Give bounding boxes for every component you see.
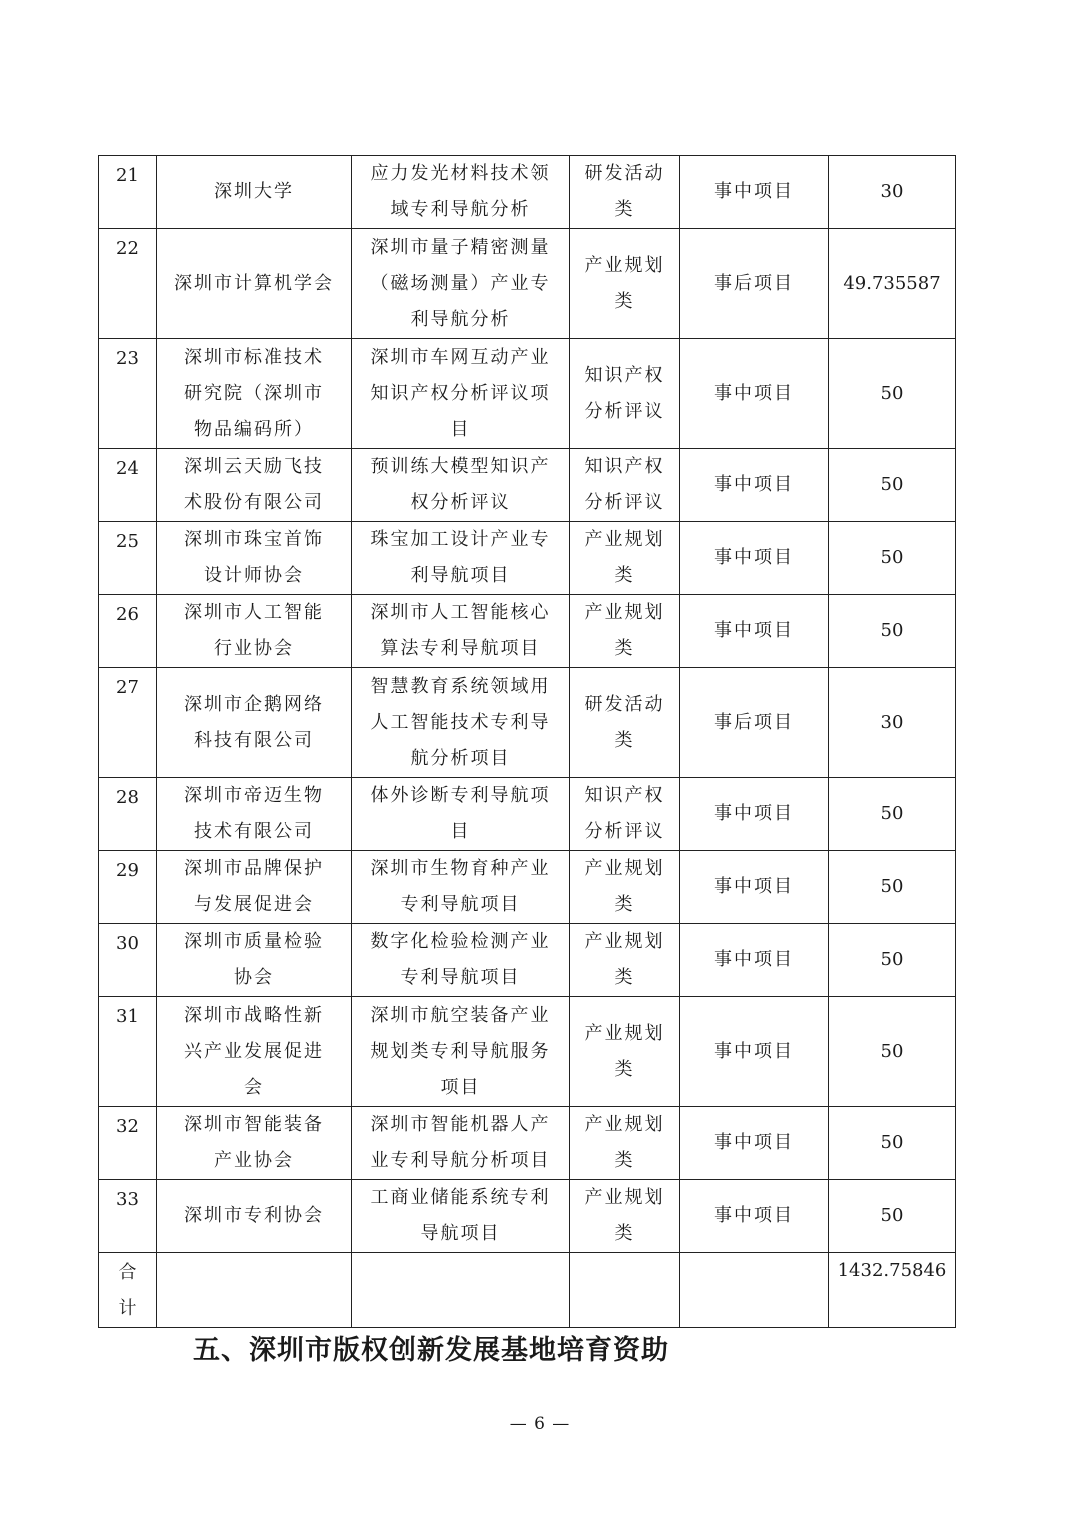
project-type-text: 事中项目 <box>714 949 794 970</box>
table-row <box>99 229 956 339</box>
row-number-text: 29 <box>116 860 139 881</box>
row-number <box>99 229 157 339</box>
applicant-unit-text: 深圳市智能装备产业协会 <box>184 1114 324 1171</box>
table-row <box>99 339 956 449</box>
project-category-text: 产业规划类 <box>584 858 665 915</box>
applicant-unit-text: 深圳市珠宝首饰设计师协会 <box>184 529 324 586</box>
project-type-text: 事中项目 <box>714 1040 794 1062</box>
project-type <box>680 339 829 449</box>
project-name <box>352 1107 570 1180</box>
project-name-text: 珠宝加工设计产业专利导航项目 <box>370 529 551 586</box>
project-category <box>570 924 680 997</box>
project-category-text: 知识产权分析评议 <box>584 785 665 842</box>
applicant-unit <box>157 1180 352 1253</box>
row-number <box>99 522 157 595</box>
subsidy-amount <box>829 1180 956 1253</box>
applicant-unit <box>157 229 352 339</box>
row-number <box>99 595 157 668</box>
table-row <box>99 851 956 924</box>
project-type-text: 事中项目 <box>714 474 794 495</box>
row-number-text: 25 <box>116 531 139 552</box>
subsidy-amount-text: 50 <box>880 1040 904 1062</box>
subsidy-amount-text: 50 <box>880 620 904 641</box>
total-amount-text: 1432.75846 <box>837 1260 947 1281</box>
project-name <box>352 522 570 595</box>
project-name-text: 应力发光材料技术领域专利导航分析 <box>370 163 551 220</box>
subsidy-amount-text: 30 <box>880 711 904 733</box>
total-label <box>99 1253 157 1328</box>
applicant-unit-text: 深圳市企鹅网络科技有限公司 <box>184 693 324 751</box>
applicant-unit-text: 深圳市品牌保护与发展促进会 <box>184 858 324 915</box>
applicant-unit-text: 深圳大学 <box>214 181 294 202</box>
project-category <box>570 778 680 851</box>
project-category-text: 产业规划类 <box>584 602 665 659</box>
subsidy-amount <box>829 668 956 778</box>
project-type <box>680 924 829 997</box>
table-row <box>99 997 956 1107</box>
project-category <box>570 339 680 449</box>
subsidy-amount-text: 50 <box>880 547 904 568</box>
project-category <box>570 1107 680 1180</box>
table-body <box>99 156 956 1328</box>
table-row <box>99 668 956 778</box>
table-row <box>99 1180 956 1253</box>
project-type-text: 事中项目 <box>714 876 794 897</box>
applicant-unit-text: 深圳市质量检验协会 <box>184 931 324 988</box>
project-category <box>570 229 680 339</box>
row-number-text: 23 <box>116 348 139 369</box>
row-number-text: 26 <box>116 604 139 625</box>
project-name-text: 数字化检验检测产业专利导航项目 <box>370 931 551 988</box>
row-number-text: 21 <box>116 165 139 186</box>
project-name <box>352 668 570 778</box>
applicant-unit <box>157 595 352 668</box>
applicant-unit-text: 深圳市标准技术研究院（深圳市物品编码所） <box>184 346 324 440</box>
project-name <box>352 778 570 851</box>
table-row <box>99 595 956 668</box>
project-category-text: 研发活动类 <box>584 693 665 751</box>
subsidy-amount <box>829 522 956 595</box>
project-type-text: 事中项目 <box>714 803 794 824</box>
project-type <box>680 595 829 668</box>
total-amount <box>829 1253 956 1328</box>
row-number <box>99 851 157 924</box>
row-number <box>99 997 157 1107</box>
row-number <box>99 339 157 449</box>
subsidy-amount-text: 50 <box>880 474 904 495</box>
project-name-text: 智慧教育系统领域用人工智能技术专利导航分析项目 <box>370 675 551 769</box>
project-category-text: 产业规划类 <box>584 1114 665 1171</box>
subsidy-amount-text: 49.735587 <box>843 272 941 294</box>
project-name <box>352 229 570 339</box>
project-type <box>680 1107 829 1180</box>
applicant-unit-text: 深圳市帝迈生物技术有限公司 <box>184 785 324 842</box>
project-category-text: 研发活动类 <box>584 163 665 220</box>
subsidy-amount-text: 50 <box>880 803 904 824</box>
row-number <box>99 924 157 997</box>
project-name-text: 深圳市量子精密测量（磁场测量）产业专利导航分析 <box>370 236 551 330</box>
project-category-text: 产业规划类 <box>584 254 665 312</box>
applicant-unit <box>157 778 352 851</box>
project-name-text: 深圳市生物育种产业专利导航项目 <box>370 858 551 915</box>
row-number-text: 33 <box>116 1189 139 1210</box>
subsidy-amount <box>829 778 956 851</box>
project-type <box>680 449 829 522</box>
project-category-text: 知识产权分析评议 <box>584 456 665 513</box>
project-category-text: 产业规划类 <box>584 529 665 586</box>
subsidy-amount <box>829 229 956 339</box>
subsidy-amount <box>829 595 956 668</box>
project-type <box>680 522 829 595</box>
row-number <box>99 1180 157 1253</box>
row-number <box>99 668 157 778</box>
page-number: — 6 — <box>509 1414 571 1434</box>
applicant-unit <box>157 924 352 997</box>
subsidy-table <box>98 155 956 1328</box>
applicant-unit <box>157 522 352 595</box>
project-name-text: 深圳市车网互动产业知识产权分析评议项目 <box>370 346 551 440</box>
project-type <box>680 668 829 778</box>
project-name-text: 深圳市航空装备产业规划类专利导航服务项目 <box>370 1004 551 1098</box>
project-type-text: 事中项目 <box>714 181 794 202</box>
row-number-text: 31 <box>116 1006 139 1027</box>
subsidy-amount <box>829 851 956 924</box>
applicant-unit <box>157 997 352 1107</box>
project-name-text: 工商业储能系统专利导航项目 <box>370 1187 551 1244</box>
subsidy-amount <box>829 449 956 522</box>
table-row <box>99 156 956 229</box>
project-name-text: 体外诊断专利导航项目 <box>370 785 551 842</box>
row-number-text: 30 <box>116 933 139 954</box>
table-row <box>99 778 956 851</box>
project-type-text: 事中项目 <box>714 547 794 568</box>
project-category <box>570 156 680 229</box>
applicant-unit-text: 深圳云天励飞技术股份有限公司 <box>184 456 324 513</box>
subsidy-amount <box>829 339 956 449</box>
subsidy-amount <box>829 156 956 229</box>
empty-cell <box>352 1253 570 1328</box>
project-type-text: 事后项目 <box>714 711 794 733</box>
project-name <box>352 595 570 668</box>
project-name-text: 深圳市人工智能核心算法专利导航项目 <box>370 602 551 659</box>
project-name <box>352 156 570 229</box>
row-number <box>99 449 157 522</box>
applicant-unit <box>157 668 352 778</box>
project-name <box>352 339 570 449</box>
total-row <box>99 1253 956 1328</box>
applicant-unit-text: 深圳市计算机学会 <box>174 272 334 294</box>
project-name <box>352 851 570 924</box>
empty-cell <box>157 1253 352 1328</box>
project-category <box>570 449 680 522</box>
project-category-text: 产业规划类 <box>584 931 665 988</box>
subsidy-amount-text: 50 <box>880 949 904 970</box>
table-row <box>99 1107 956 1180</box>
project-type-text: 事中项目 <box>714 382 794 404</box>
project-name <box>352 924 570 997</box>
project-name <box>352 997 570 1107</box>
section-heading: 五、深圳市版权创新发展基地培育资助 <box>193 1335 669 1366</box>
row-number <box>99 778 157 851</box>
applicant-unit-text: 深圳市战略性新兴产业发展促进会 <box>184 1004 324 1098</box>
subsidy-amount-text: 50 <box>880 1132 904 1153</box>
total-label-text: 合计 <box>118 1262 137 1319</box>
table-row <box>99 924 956 997</box>
project-type-text: 事中项目 <box>714 1205 794 1226</box>
project-category <box>570 851 680 924</box>
project-name-text: 预训练大模型知识产权分析评议 <box>370 456 551 513</box>
table-row <box>99 522 956 595</box>
project-type-text: 事中项目 <box>714 1132 794 1153</box>
applicant-unit <box>157 449 352 522</box>
project-name <box>352 1180 570 1253</box>
subsidy-amount-text: 50 <box>880 1205 904 1226</box>
project-type <box>680 778 829 851</box>
row-number-text: 22 <box>116 238 139 259</box>
project-category-text: 知识产权分析评议 <box>584 364 665 422</box>
row-number-text: 28 <box>116 787 139 808</box>
applicant-unit <box>157 339 352 449</box>
empty-cell <box>680 1253 829 1328</box>
table-row <box>99 449 956 522</box>
row-number <box>99 156 157 229</box>
project-type <box>680 1180 829 1253</box>
applicant-unit <box>157 1107 352 1180</box>
applicant-unit <box>157 156 352 229</box>
project-category <box>570 595 680 668</box>
applicant-unit <box>157 851 352 924</box>
subsidy-amount-text: 30 <box>880 181 904 202</box>
project-type <box>680 997 829 1107</box>
project-name-text: 深圳市智能机器人产业专利导航分析项目 <box>370 1114 551 1171</box>
project-category <box>570 997 680 1107</box>
project-category <box>570 668 680 778</box>
project-category-text: 产业规划类 <box>584 1187 665 1244</box>
project-type <box>680 156 829 229</box>
project-category-text: 产业规划类 <box>584 1022 665 1080</box>
project-category <box>570 522 680 595</box>
project-type-text: 事后项目 <box>714 272 794 294</box>
applicant-unit-text: 深圳市人工智能行业协会 <box>184 602 324 659</box>
project-type-text: 事中项目 <box>714 620 794 641</box>
subsidy-amount <box>829 1107 956 1180</box>
subsidy-amount-text: 50 <box>880 382 904 404</box>
project-type <box>680 229 829 339</box>
applicant-unit-text: 深圳市专利协会 <box>184 1205 324 1226</box>
row-number-text: 32 <box>116 1116 139 1137</box>
subsidy-amount <box>829 997 956 1107</box>
row-number-text: 24 <box>116 458 139 479</box>
empty-cell <box>570 1253 680 1328</box>
project-type <box>680 851 829 924</box>
row-number <box>99 1107 157 1180</box>
row-number-text: 27 <box>116 677 139 698</box>
project-name <box>352 449 570 522</box>
project-category <box>570 1180 680 1253</box>
subsidy-amount-text: 50 <box>880 876 904 897</box>
subsidy-amount <box>829 924 956 997</box>
